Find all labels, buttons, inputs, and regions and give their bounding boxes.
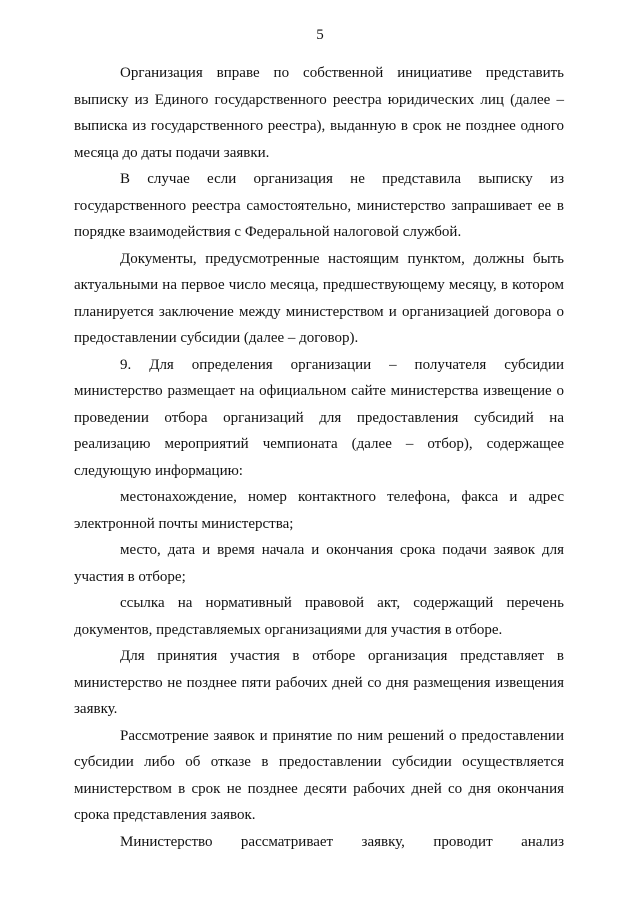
paragraph-location-contacts: местонахождение, номер контактного телефона, факса и адрес электронной почты министерства; [74, 489, 564, 532]
paragraph-application-review: Рассмотрение заявок и принятие по ним решений о предоставлении субсидии либо об отказе в предоставлении субсидии осуществляется министерством в срок не позднее десяти рабочих дней со дня окончания срока представления заявок. [74, 727, 564, 823]
paragraph-legal-act-link: ссылка на нормативный правовой акт, содержащий перечень документов, представляемых организациями для участия в отборе. [74, 595, 564, 638]
document-body [74, 60, 564, 855]
paragraph-application-dates: место, дата и время начала и окончания срока подачи заявок для участия в отборе; [74, 542, 564, 585]
paragraph-tax-service-request: В случае если организация не представила выписку из государственного реестра самостоятельно, министерство запрашивает ее в порядке взаимодействия с Федеральной налоговой службой. [74, 171, 564, 240]
paragraph-extract-right: Организация вправе по собственной инициативе представить выписку из Единого государственного реестра юридических лиц (далее – выписка из государственного реестра), выданную в срок не позднее одного месяца до даты подачи заявки. [74, 65, 564, 161]
paragraph-ministry-analysis: Министерство рассматривает заявку, проводит анализ [120, 833, 564, 850]
paragraph-application-submission: Для принятия участия в отборе организация представляет в министерство не позднее пяти рабочих дней со дня размещения извещения заявку. [74, 648, 564, 717]
page-number: 5 [316, 27, 324, 43]
paragraph-item-9-notice: 9. Для определения организации – получателя субсидии министерство размещает на официальном сайте министерства извещение о проведении отбора организаций для предоставления субсидий на реализацию мероприятий чемпионата (далее – отбор), содержащее следующую информацию: [74, 356, 564, 479]
paragraph-documents-actuality: Документы, предусмотренные настоящим пунктом, должны быть актуальными на первое число месяца, предшествующему месяцу, в котором планируется заключение между министерством и организацией договора о предоставлении субсидии (далее – договор). [74, 250, 564, 346]
